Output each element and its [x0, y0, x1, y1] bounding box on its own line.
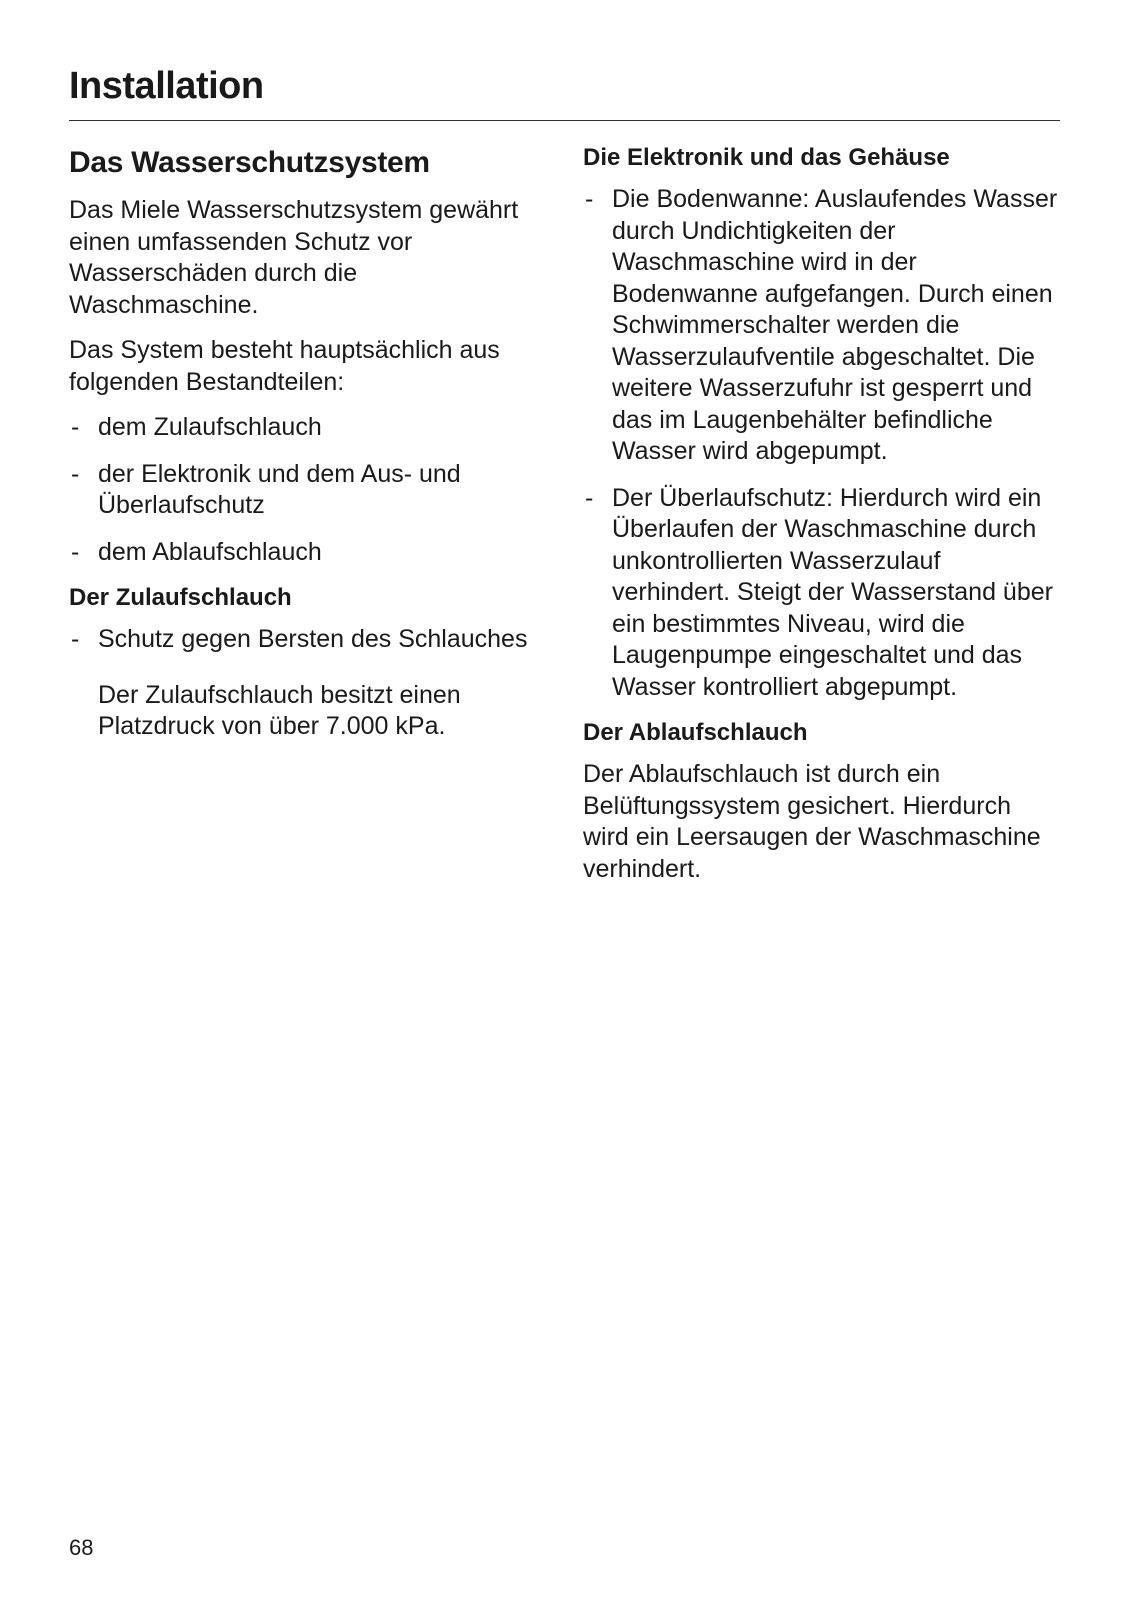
dash-bullet: - — [71, 625, 80, 653]
components-list — [69, 412, 539, 568]
dash-bullet: - — [71, 413, 80, 441]
zulauf-note: Der Zulaufschlauch besitzt einen Platzdruck von über 7.000 kPa. — [98, 680, 461, 740]
right-column — [583, 143, 1063, 899]
list-item-text: dem Zulaufschlauch — [98, 413, 322, 441]
intro-paragraph: Das Miele Wasserschutzsystem gewährt einen umfassenden Schutz vor Wasserschäden durch die Waschmaschine. — [69, 196, 519, 319]
ablauf-heading: Der Ablaufschlauch — [583, 719, 808, 746]
elektronik-list — [583, 184, 1063, 703]
ablauf-paragraph: Der Ablaufschlauch ist durch ein Belüftungssystem gesichert. Hierdurch wird ein Leersaugen der Waschmaschine verhindert. — [583, 760, 1041, 883]
page-header — [69, 62, 1060, 121]
components-intro: Das System besteht hauptsächlich aus folgenden Bestandteilen: — [69, 336, 500, 396]
zulauf-heading: Der Zulaufschlauch — [69, 584, 292, 611]
list-item-text: Die Bodenwanne: Auslaufendes Wasser durch Undichtigkeiten der Waschmaschine wird in der Bodenwanne aufgefangen. Durch einen Schwimmerschalter werden die Wasserzulaufventile abgeschaltet. Die weitere Wasserzufuhr ist gesperrt und das im Laugenbehälter befindliche Wasser wird abgepumpt. — [612, 185, 1058, 465]
list-item — [583, 184, 1063, 468]
dash-bullet: - — [585, 185, 594, 213]
list-item — [69, 624, 539, 656]
dash-bullet: - — [585, 483, 594, 512]
list-item — [69, 459, 539, 522]
dash-bullet: - — [71, 537, 80, 566]
list-item-text: Schutz gegen Bersten des Schlauches — [98, 625, 528, 653]
elektronik-heading: Die Elektronik und das Gehäuse — [583, 144, 950, 171]
list-item — [69, 537, 539, 569]
list-item — [583, 483, 1063, 704]
left-column — [69, 143, 539, 757]
dash-bullet: - — [71, 459, 80, 488]
zulauf-list — [69, 624, 539, 656]
page-title: Installation — [69, 65, 264, 107]
list-item-text: dem Ablaufschlauch — [98, 537, 322, 566]
list-item-text: Der Überlaufschutz: Hierdurch wird ein Überlaufen der Waschmaschine durch unkontrollierten Wasserzulauf verhindert. Steigt der Wasserstand über ein bestimmtes Niveau, wird die Laugenpumpe eingeschaltet und das Wasser kontrolliert abgepumpt. — [612, 483, 1053, 701]
list-item-text: der Elektronik und dem Aus- und Überlaufschutz — [98, 459, 461, 519]
section-title: Das Wasserschutzsystem — [69, 146, 430, 179]
page-number: 68 — [69, 1535, 94, 1560]
list-item — [69, 412, 539, 444]
